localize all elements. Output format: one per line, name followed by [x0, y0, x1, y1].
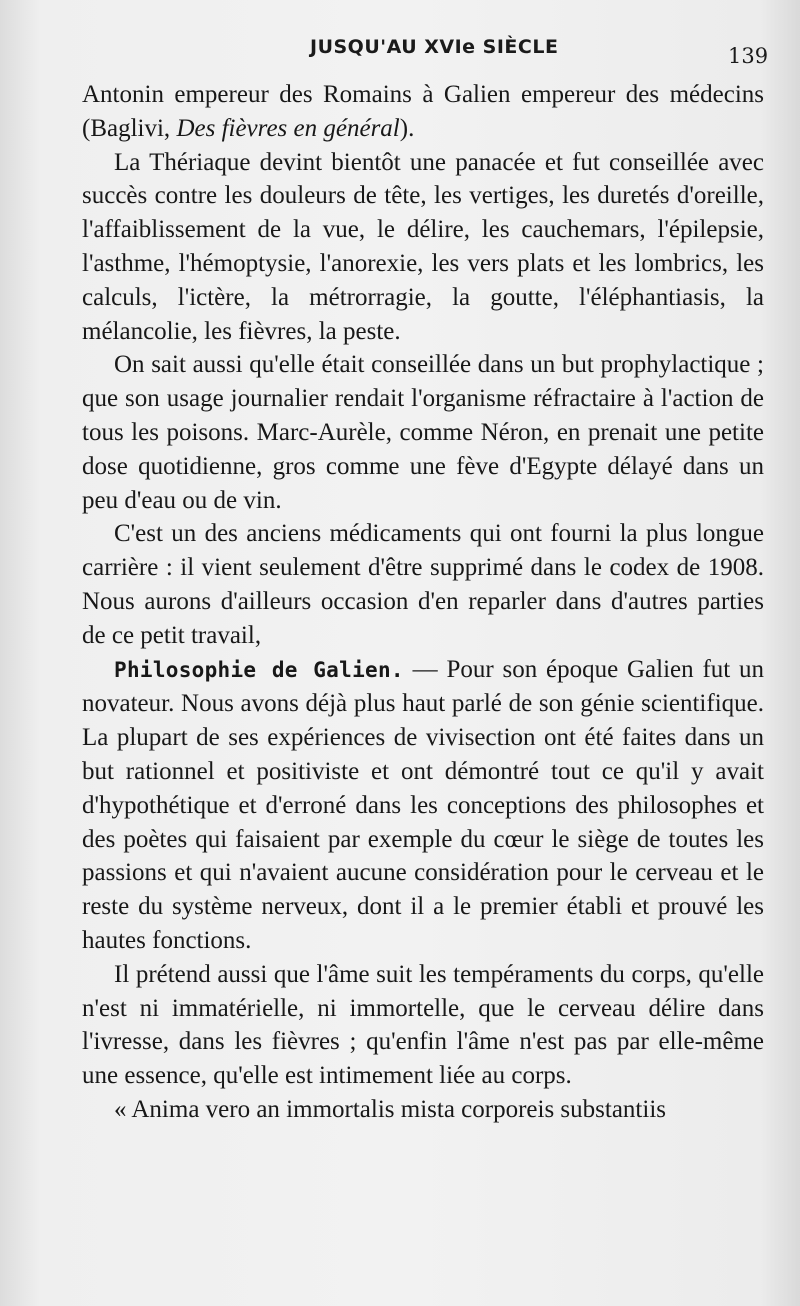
paragraph-philosophy	[82, 653, 764, 958]
paragraph-antonin	[82, 78, 764, 146]
section-title: Philosophie de Galien.	[114, 657, 404, 682]
book-title-italic: Des fièvres en général	[176, 114, 400, 142]
paragraph-prophylaxis: On sait aussi qu'elle était conseillée dans un but prophylactique ; que son usage journalier rendait l'organisme réfractaire à l'action de tous les poisons. Marc-Aurèle, comme Néron, en prenait une petite dose quotidienne, gros comme une fève d'Egypte délayé dans un peu d'eau ou de vin.	[82, 351, 764, 514]
page-number: 139	[728, 44, 769, 68]
paragraph-text: — Pour son époque Galien fut un novateur. Nous avons déjà plus haut parlé de son génie scientifique. La plupart de ses expériences de vivisection ont été faites dans un but rationnel et positiviste et ont démontré tout ce qu'il y avait d'hypothétique et d'erroné dans les conceptions des philosophes et des poètes qui faisaient par exemple du cœur le siège de toutes les passions et qui n'avaient aucune considération pour le cerveau et le reste du système nerveux, dont il a le premier établi et prouvé les hautes fonctions.	[82, 655, 765, 954]
page-header	[0, 36, 800, 76]
body-text	[82, 78, 764, 1127]
paragraph-theriaque: La Thériaque devint bientôt une panacée et fut conseillée avec succès contre les douleurs de tête, les vertiges, les duretés d'oreille, l'affaiblissement de la vue, le délire, les cauchemars, l'épilepsie, l'asthme, l'hémoptysie, l'anorexie, les vers plats et les lombrics, les calculs, l'ictère, la métrorragie, la goutte, l'éléphantiasis, la mélancolie, les fièvres, la peste.	[82, 148, 764, 345]
paragraph-soul: Il prétend aussi que l'âme suit les tempéraments du corps, qu'elle n'est ni immatérielle, ni immortelle, que le cerveau délire dans l'ivresse, dans les fièvres ; qu'enfin l'âme n'est pas par elle-même une essence, qu'elle est intimement liée au corps.	[82, 960, 764, 1090]
running-title: JUSQU'AU XVIe SIÈCLE	[310, 36, 559, 58]
paragraph-latin-quote: « Anima vero an immortalis mista corporeis substantiis	[114, 1095, 667, 1123]
paragraph-text: Antonin empereur des Romains à Galien empereur des médecins (Baglivi,	[82, 81, 764, 142]
paragraph-text-end: ).	[399, 114, 415, 142]
paragraph-codex: C'est un des anciens médicaments qui ont fourni la plus longue carrière : il vient seulement d'être supprimé dans le codex de 1908. Nous aurons d'ailleurs occasion d'en reparler dans d'autres parties de ce petit travail,	[82, 520, 764, 649]
